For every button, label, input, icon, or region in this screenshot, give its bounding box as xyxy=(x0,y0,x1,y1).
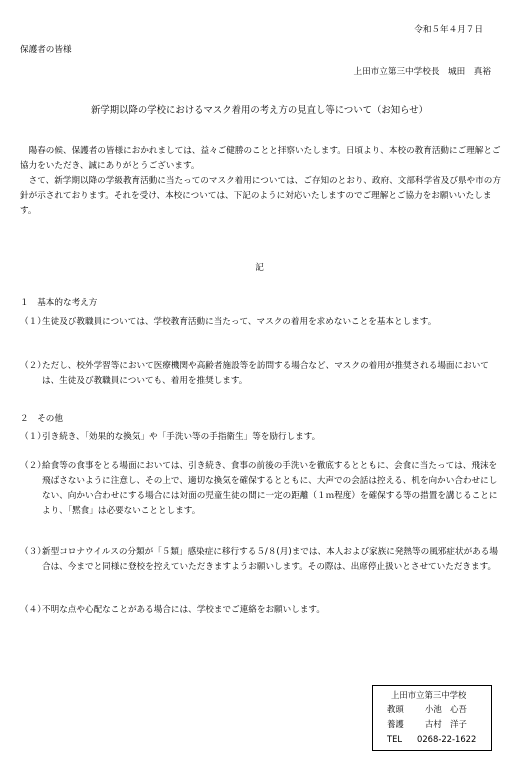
ki-heading: 記 xyxy=(255,263,264,273)
contact-school: 上田市立第三中学校 xyxy=(391,690,467,700)
intro-paragraph xyxy=(20,144,502,219)
sender: 上田市立第三中学校長 城田 真裕 xyxy=(353,67,491,77)
list-item xyxy=(20,430,504,445)
list-item xyxy=(20,545,504,575)
document-date: 令和５年４月７日 xyxy=(414,25,483,35)
section-heading: １ 基本的な考え方 xyxy=(20,298,98,308)
item-text: ただし、校外学習等において医療機関や高齢者施設等を訪問する場合など、マスクの着用が推奨される場面においては、生徒及び教職員についても、着用を推奨します。 xyxy=(42,361,489,386)
list-item xyxy=(20,315,504,330)
item-text: 新型コロナウイルスの分類が「５類」感染症に移行する５/８(月)までは、本人および家族に発熱等の風邪症状がある場合は、今までと同様に登校を控えていただきますようお願いします。その際は、出席停止扱いとさせていただきます。 xyxy=(42,547,498,572)
contact-kyoto-name: 小池 心吾 xyxy=(425,704,467,714)
item-text: 引き続き、「効果的な換気」や「手洗い等の手指衛生」等を励行します。 xyxy=(42,432,321,442)
item-number: （３） xyxy=(20,547,46,557)
item-text: 生徒及び教職員については、学校教育活動に当たって、マスクの着用を求めないことを基本とします。 xyxy=(42,317,437,327)
section-heading: ２ その他 xyxy=(20,414,63,424)
recipient: 保護者の皆様 xyxy=(20,45,72,55)
document-title: 新学期以降の学校におけるマスク着用の考え方の見直し等について（お知らせ） xyxy=(90,105,429,116)
item-number: （１） xyxy=(20,317,46,327)
item-number: （２） xyxy=(20,461,46,471)
contact-tel-label: TEL xyxy=(387,734,403,744)
item-number: （４） xyxy=(20,605,46,615)
item-number: （２） xyxy=(20,361,46,371)
contact-kyoto-label: 教頭 xyxy=(387,704,404,714)
item-number: （１） xyxy=(20,432,46,442)
list-item xyxy=(20,459,504,519)
contact-yogo-name: 古村 洋子 xyxy=(425,719,467,729)
list-item xyxy=(20,603,504,618)
contact-yogo-label: 養護 xyxy=(387,719,404,729)
contact-box xyxy=(372,685,492,751)
list-item xyxy=(20,359,504,389)
intro-line: さて、新学期以降の学級教育活動に当たってのマスク着用については、ご存知のとおり、政府、文部科学省及び県や市の方針が示されております。それを受け、本校については、下記のように対応いたしますのでご理解とご協力をお願いいたします。 xyxy=(20,176,501,216)
item-text: 不明な点や心配なことがある場合には、学校までご連絡をお願いします。 xyxy=(42,605,325,615)
intro-line: 陽春の候、保護者の皆様におかれましては、益々ご健勝のことと拝察いたします。日頃より、本校の教育活動にご理解とご協力をいただき、誠にありがとうございます。 xyxy=(20,146,501,171)
item-text: 給食等の食事をとる場面においては、引き続き、食事の前後の手洗いを徹底するとともに、会食に当たっては、飛沫を飛ばさないように注意し、その上で、適切な換気を確保するとともに、大声での会話は控える、机を向かい合わせにしない、向かい合わせにする場合には対面の児童生徒の間に一定の距離（１ｍ程度）を確保する等の措置を講じることにより、「黙食」は必要ないこととします。 xyxy=(42,461,498,516)
contact-tel: 0268-22-1622 xyxy=(417,734,477,744)
